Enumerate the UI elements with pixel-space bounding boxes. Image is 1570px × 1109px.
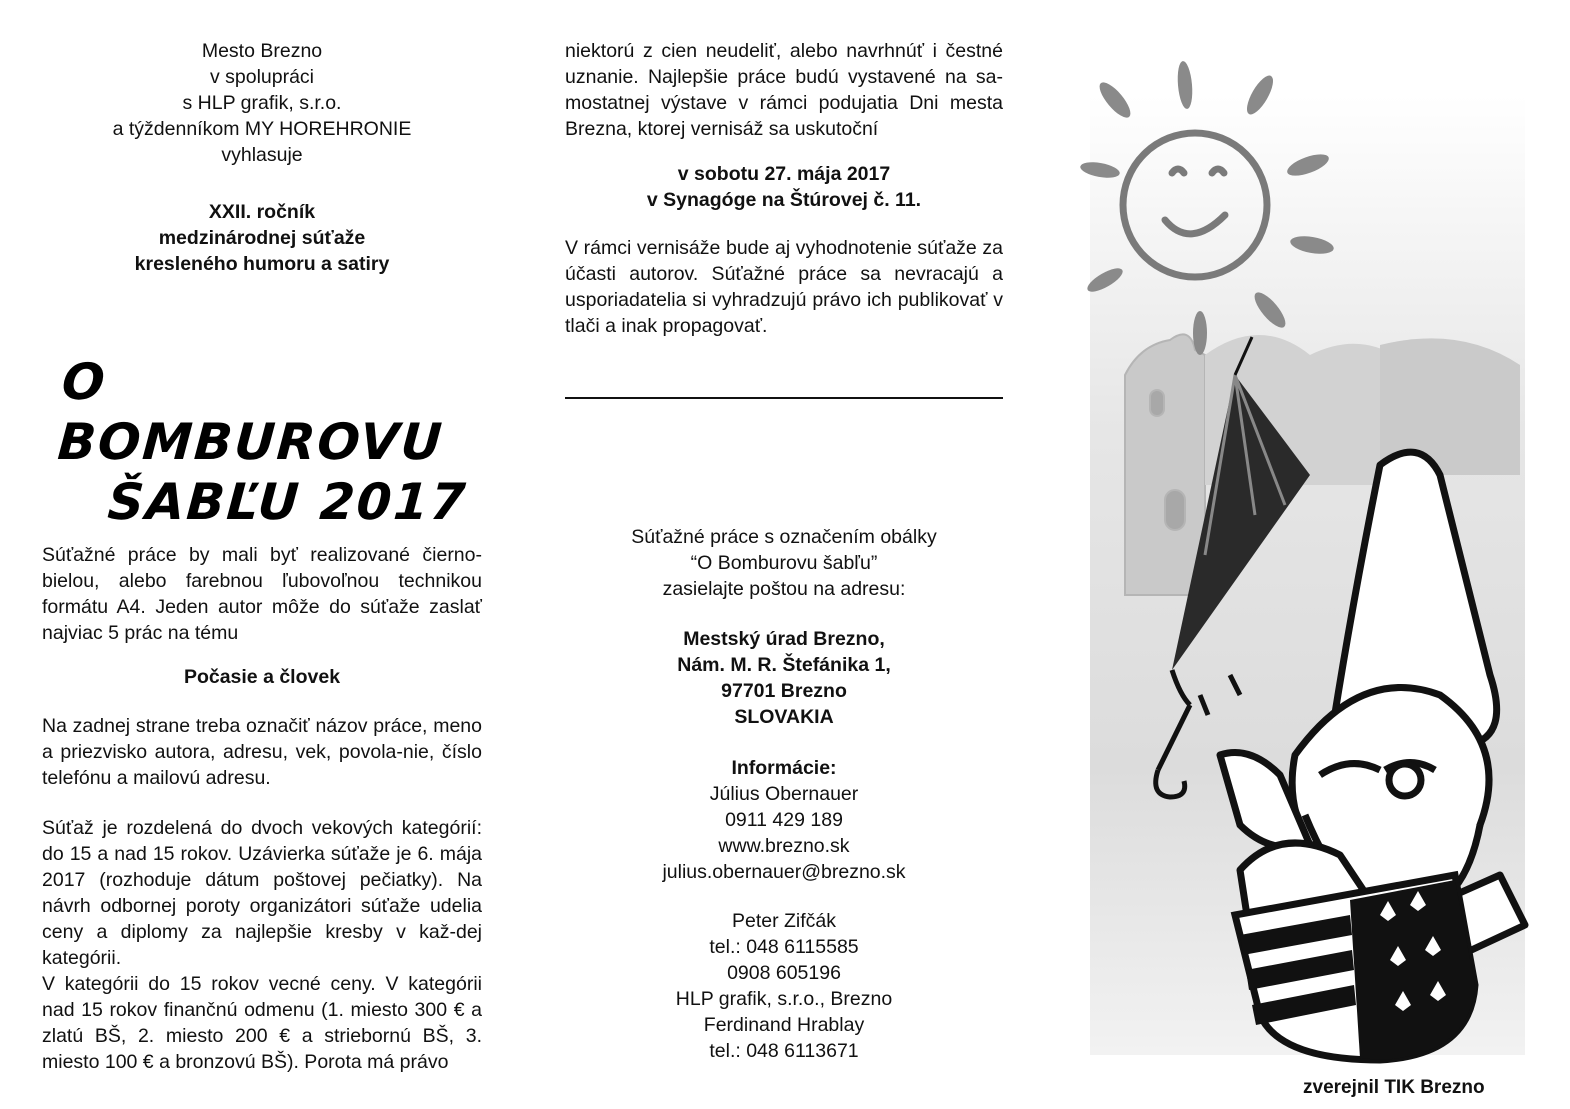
intro-block [42, 38, 482, 168]
contact-line: Ferdinand Hrablay [703, 1014, 865, 1036]
exhibition-date [565, 161, 1003, 213]
info-line: Július Obernauer [709, 783, 859, 805]
rules-paragraph-2: Na zadnej strane treba označiť názov práce, meno a priezvisko autora, adresu, vek, povola-nie, číslo telefónu a mailovú adresu. [42, 715, 482, 789]
envelope-instructions [565, 524, 1003, 602]
info-block [565, 755, 1003, 885]
church-tower [1125, 334, 1205, 595]
contest-line: kresleného humoru a satiry [134, 253, 390, 275]
main-title-line-1: O BOMBUROVU [55, 353, 446, 471]
address-line: Nám. M. R. Štefánika 1, [677, 654, 891, 676]
credit-note: zverejnil TIK Brezno [1303, 1077, 1485, 1098]
contact-line: Peter Zifčák [731, 910, 837, 932]
mailing-address [565, 626, 1003, 730]
info-website: www.brezno.sk [718, 835, 850, 857]
continuation-paragraph-1: niektorú z cien neudeliť, alebo navrhnúť i čestné uznanie. Najlepšie práce budú vystavené na sa-mostatnej výstave v rámci podujatia Dni mesta Brezna, ktorej vernisáž sa uskutoční [565, 40, 1003, 140]
address-line: SLOVAKIA [734, 706, 834, 728]
address-line: 97701 Brezno [721, 680, 847, 702]
exhibition-date-line: v sobotu 27. mája 2017 [677, 163, 891, 185]
info-email: julius.obernauer@brezno.sk [662, 861, 906, 883]
intro-line: Mesto Brezno [201, 40, 323, 62]
address-line: Mestský úrad Brezno, [683, 628, 885, 650]
intro-line: a týždenníkom MY HOREHRONIE [112, 118, 412, 140]
envelope-line: “O Bomburovu šabľu” [690, 552, 878, 574]
main-title-line-2: ŠABĽU 2017 [105, 473, 470, 531]
theme-title: Počasie a človek [183, 666, 341, 688]
intro-line: v spolupráci [209, 66, 315, 88]
divider [565, 397, 1003, 399]
cartoon-illustration [1080, 55, 1530, 1065]
contact-line: tel.: 048 6115585 [709, 936, 859, 958]
rules-paragraph-4: V kategórii do 15 rokov vecné ceny. V kategórii nad 15 rokov finančnú odmenu (1. miesto 300 € a zlatú BŠ, 2. miesto 200 € a striebornú BŠ, 3. miesto 100 € a bronzovú BŠ). Porota má právo [42, 973, 482, 1073]
exhibition-place-line: v Synagóge na Štúrovej č. 11. [646, 189, 922, 211]
contest-line: medzinárodnej súťaže [158, 227, 366, 249]
contest-line: XXII. ročník [208, 201, 316, 223]
contest-heading [42, 199, 482, 277]
info-heading: Informácie: [731, 757, 837, 779]
main-title [55, 352, 480, 532]
intro-line: vyhlasuje [221, 144, 303, 166]
contact-line: tel.: 048 6113671 [709, 1040, 859, 1062]
contact-block [565, 908, 1003, 1064]
envelope-line: zasielajte poštou na adresu: [662, 578, 906, 600]
contact-line: HLP grafik, s.r.o., Brezno [675, 988, 893, 1010]
rules-prizes [42, 815, 482, 1075]
envelope-line: Súťažné práce s označením obálky [631, 526, 937, 548]
intro-line: s HLP grafik, s.r.o. [182, 92, 342, 114]
info-phone: 0911 429 189 [725, 809, 843, 831]
contact-line: 0908 605196 [727, 962, 841, 984]
rules-paragraph-3: Súťaž je rozdelená do dvoch vekových kategórií: do 15 a nad 15 rokov. Uzávierka súťaže je 6. mája 2017 (rozhoduje dátum poštovej pečiatky). Na návrh odbornej poroty organizátori súťaže udelia ceny a diplomy za najlepšie kresby v kaž-dej kategórii. [42, 817, 482, 969]
continuation-paragraph-2: V rámci vernisáže bude aj vyhodnotenie súťaže za účasti autorov. Súťažné práce sa nevracajú a usporiadatelia si vyhradzujú právo ich publikovať v tlači a inak propagovať. [565, 237, 1003, 337]
rules-paragraph-1: Súťažné práce by mali byť realizované čierno-bielou, alebo farebnou ľubovoľnou technikou formátu A4. Jeden autor môže do súťaže zaslať najviac 5 prác na tému [42, 544, 482, 644]
